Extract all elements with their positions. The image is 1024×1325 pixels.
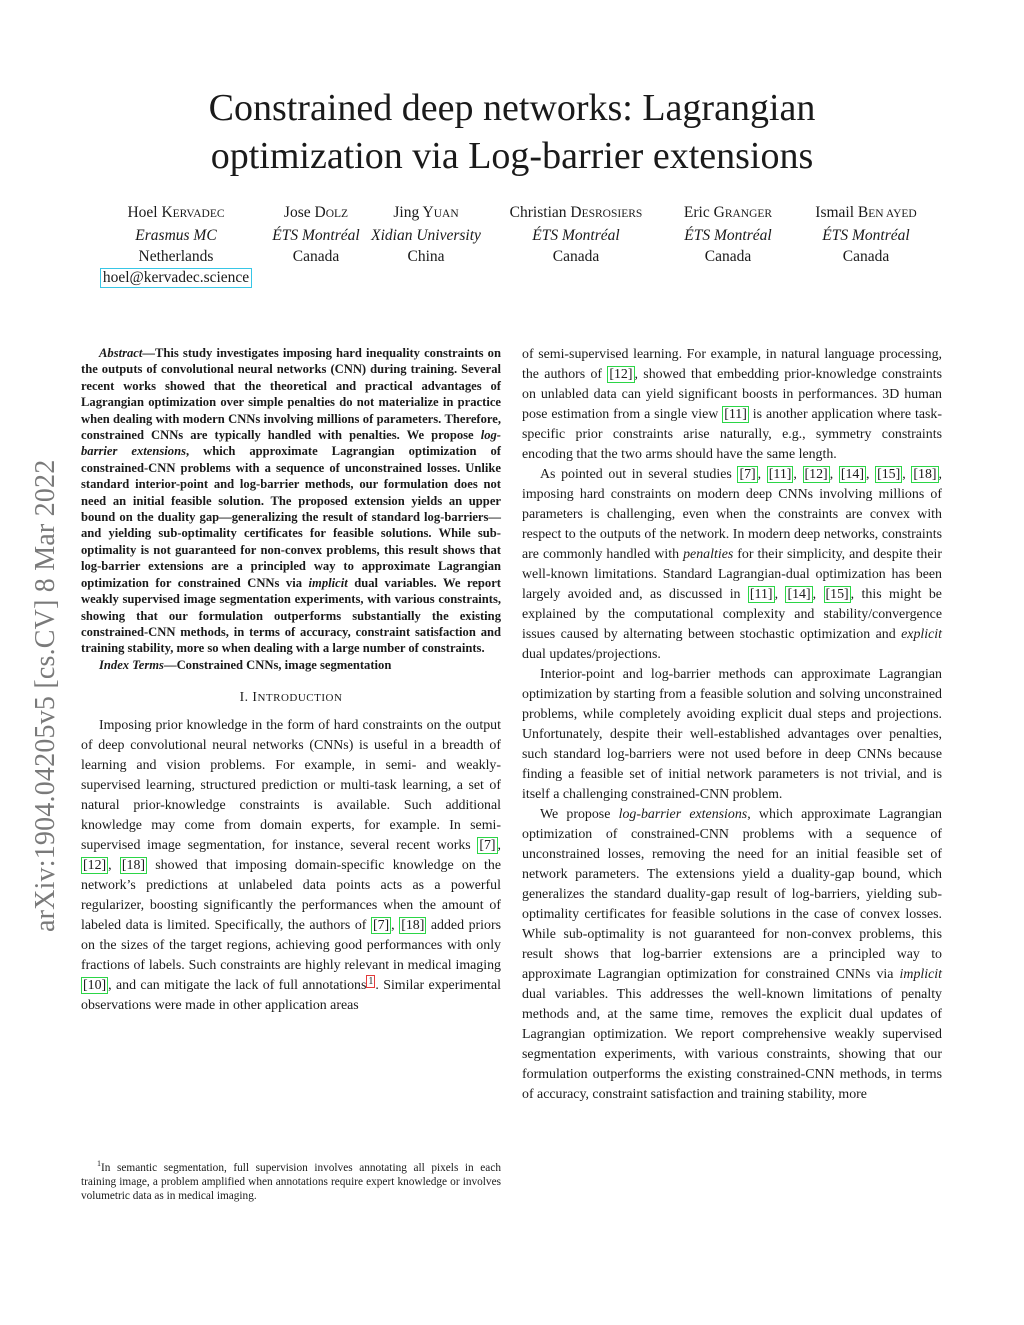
footnote: $^1$In semantic segmentation, full supervision involves annotating all pixels in each training image, a problem amplified when annotations require expert knowledge or involves volumetric data as in medical imaging.	[81, 1159, 501, 1202]
author-affiliation: ÉTS Montréal	[272, 227, 360, 244]
right-column	[522, 345, 942, 1105]
author-name: Eric GRANGER	[683, 204, 773, 221]
arxiv-stamp-container	[10, 459, 61, 972]
citation-link[interactable]: [7]	[372, 918, 390, 934]
citation-link[interactable]: [12]	[804, 467, 828, 482]
left-column	[81, 345, 501, 1016]
citation-link[interactable]: [18]	[913, 467, 937, 482]
author-country: China	[407, 248, 445, 265]
citation-link[interactable]: [12]	[83, 858, 107, 874]
author-affiliation: Xidian University	[371, 227, 481, 244]
citation-link[interactable]: [10]	[83, 978, 107, 994]
author-email-link[interactable]: hoel@kervadec.science	[100, 268, 252, 288]
index-terms-label: Index Terms	[99, 657, 164, 672]
author-country: Canada	[552, 248, 600, 265]
footnote-link[interactable]: 1	[368, 975, 374, 987]
title-line-1: Constrained deep networks: Lagrangian	[208, 87, 816, 129]
citation-link[interactable]: [14]	[787, 587, 811, 602]
citation-link[interactable]: [14]	[840, 467, 864, 482]
author-country: Canada	[842, 248, 890, 265]
section-heading-introduction: I. INTRODUCTION	[239, 689, 343, 705]
author-6	[791, 202, 941, 267]
citation-link[interactable]: [7]	[479, 838, 496, 854]
citation-link[interactable]: [11]	[768, 467, 792, 482]
author-3	[366, 202, 486, 267]
author-2	[256, 202, 376, 267]
citation-link[interactable]: [7]	[739, 467, 756, 482]
author-name: Jose DOLZ	[283, 204, 349, 221]
abstract-label: Abstract	[99, 346, 143, 360]
author-affiliation: ÉTS Montréal	[822, 227, 910, 244]
citation-link[interactable]: [18]	[121, 858, 146, 874]
author-4	[486, 202, 666, 267]
citation-link[interactable]: [12]	[609, 367, 633, 382]
index-terms: Index Terms—Constrained CNNs, image segmentation	[99, 657, 392, 672]
author-name: Hoel KERVADEC	[127, 204, 225, 221]
author-name: Ismail BEN AYED	[815, 204, 917, 221]
author-1	[96, 202, 256, 288]
abstract: Abstract—This study investigates imposing hard inequality constraints on the outputs of convolutional neural networks (CNN) during training. Several recent works showed that the theoretical and practical advantages of Lagrangian optimization over simple penalties do not materialize in practice when dealing with modern CNNs involving millions of parameters. Therefore, constrained CNNs are typically handled with penalties. We propose log-barrier extensions, which approximate Lagrangian optimization of constrained-CNN problems with a sequence of unconstrained losses. Unlike standard interior-point and log-barrier methods, our formulation does not need an initial feasible solution. The proposed extension yields an upper bound on the duality gap—generalizing the result of standard log-barriers—and yielding sub-optimality certificates for feasible solutions. While sub-optimality is not guaranteed for non-convex problems, this result shows that log-barrier extensions are a principled way to approximate Lagrangian optimization for constrained CNNs via implicit dual variables. We report weakly supervised image segmentation experiments, with various constraints, showing that our formulation outperforms substantially the existing constrained-CNN methods, in terms of accuracy, constraint satisfaction and training stability, more so when dealing with a large number of constraints.	[81, 346, 502, 656]
author-name: Christian DESROSIERS	[509, 204, 643, 221]
author-5	[668, 202, 788, 267]
body-paragraph: of semi-supervised learning. For example, in natural language processing, the authors of [12] , showed that embedding prior-knowledge constraints on unlabled data can yield significant boosts in performances. 3D human pose estimation from a single view [11] is another application where task-specific prior constraints arise naturally, e.g., symmetry constraints encoding that the two arms should have the same length.	[522, 347, 943, 462]
title-line-2: optimization via Log-barrier extensions	[210, 135, 814, 177]
citation-link[interactable]: [11]	[724, 407, 747, 422]
body-paragraph: We propose log-barrier extensions, which approximate Lagrangian optimization of constrained-CNN problems with a sequence of unconstrained losses, removing the need for an initial feasible set of network parameters. The extensions yield a duality-gap bound, which generalizes the standard duality-gap result of log-barriers, yielding sub-optimality certificates for feasible solutions in the case of convex losses. While sub-optimality is not guaranteed for non-convex problems, this result shows that log-barrier extensions are a principled way to approximate Lagrangian optimization for constrained CNNs via implicit dual variables. This addresses the well-known limitations of penalty methods and, at the same time, removes the explicit dual updates of Lagrangian optimization. We report comprehensive weakly supervised segmentation experiments, with various constraints, showing that our formulation outperforms the existing constrained-CNN methods, in terms of accuracy, constraint satisfaction and training stability, more	[522, 807, 943, 1102]
citation-link[interactable]: [18]	[401, 918, 425, 934]
citation-link[interactable]: [11]	[749, 587, 773, 602]
body-paragraph: Interior-point and log-barrier methods can approximate Lagrangian optimization by starting from a feasible solution and solving unconstrained problems, while completely avoiding explicit dual steps and projections. Unfortunately, despite their well-established advantages over penalties, such standard log-barriers were not used before in deep CNNs because finding a feasible set of initial network parameters is not trivial, and is itself a challenging constrained-CNN problem.	[522, 667, 942, 802]
body-paragraph: As pointed out in several studies [7] , [11] , [12] , [14] , [15] , [18] , imposing hard constraints on modern deep CNNs involving millions of parameters is challenging, even when the constraints are convex with respect to the outputs of the network. In modern deep networks, constraints are commonly handled with penalties for their simplicity, and despite their well-known limitations. Standard Lagrangian-dual optimization has been largely avoided and, as discussed in [11] , [14] , [15] , this might be explained by the computational complexity and stability/convergence issues caused by alternating between stochastic optimization and explicit dual updates/projections.	[522, 467, 943, 662]
author-affiliation: ÉTS Montréal	[532, 227, 620, 244]
author-country: Canada	[704, 248, 752, 265]
author-name: Jing YUAN	[393, 204, 459, 221]
paper-title	[0, 84, 1024, 180]
author-country: Netherlands	[138, 248, 214, 265]
intro-paragraph: Imposing prior knowledge in the form of hard constraints on the output of deep convolutional neural networks (CNNs) is useful in a breadth of learning and vision problems. For example, in semi- and weakly-supervised learning, structured prediction or multi-task learning, a set of natural prior-knowledge constraints is available. Such additional knowledge may come from domain experts, for example. In semi-supervised image segmentation, for instance, several recent works [7] , [12] , [18] showed that imposing domain-specific knowledge on the network’s predictions at unlabeled data points acts as a powerful regularizer, boosting significantly the performances when the amount of labeled data is limited. Specifically, the authors of [7] , [18] added priors on the sizes of the target regions, achieving good performances with only fractions of labels. Such constraints are highly relevant in medical imaging [10] , and can mitigate the lack of full annotations $^1$ . Similar experimental observations were made in other application areas	[81, 718, 501, 1014]
arxiv-stamp[interactable]: arXiv:1904.04205v5 [cs.CV] 8 Mar 2022	[30, 459, 61, 932]
citation-link[interactable]: [15]	[877, 467, 901, 482]
author-affiliation: Erasmus MC	[135, 227, 217, 244]
author-country: Canada	[292, 248, 340, 265]
citation-link[interactable]: [15]	[825, 587, 849, 602]
author-affiliation: ÉTS Montréal	[684, 227, 772, 244]
